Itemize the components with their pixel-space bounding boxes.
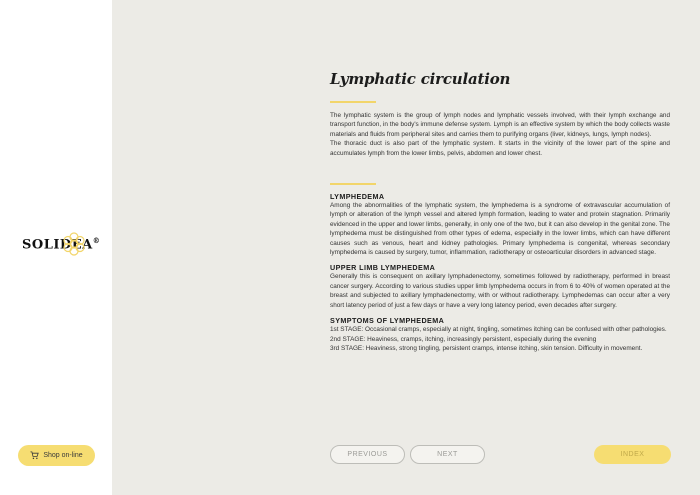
section-paragraph: Generally this is consequent on axillary lymphadenectomy, sometimes followed by radiotherapy, performed in breast cancer surgery. According to various studies upper limb lymphedema occurs in from 6 to 40% of women operated at the breast and subjected to axillary lymphadenectomy, with or without radiotherapy. Lymphedemas can occur after a very short latency period of just a few days or have a very long latency period, even decades after surgery. <box>330 273 670 309</box>
flower-logo-icon <box>60 230 88 258</box>
symptom-stage-1: 1st STAGE: Occasional cramps, especially at night, tingling, sometimes itching can be confused with other pathologies. <box>330 326 667 334</box>
logo-text: SOLIDEA <box>22 237 93 253</box>
intro-paragraph-2: The thoracic duct is also part of the lymphatic system. It starts in the vicinity of the lower part of the spine and accumulates lymph from the lower limbs, pelvis, abdomen and lower chest. <box>330 140 670 157</box>
cart-icon <box>30 451 39 460</box>
brand-logo[interactable] <box>22 236 100 252</box>
page-title: Lymphatic circulation <box>330 70 511 88</box>
section-divider <box>330 183 376 185</box>
title-underline <box>330 101 376 103</box>
intro-paragraph-1: The lymphatic system is the group of lymph nodes and lymphatic vessels involved, with their lymph exchange and transport function, in the body's immune defense system. Lymph is an effective system by which the body collects waste materials and fluids from peripheral sites and carries them to purifying organs (liver, kidneys, lungs, lymph nodes). <box>330 112 670 138</box>
next-button[interactable]: NEXT <box>410 445 485 464</box>
sidebar <box>0 0 112 495</box>
symptom-stage-3: 3rd STAGE: Heaviness, strong tingling, persistent cramps, intense itching, skin tension. Difficulty in movement. <box>330 344 643 352</box>
shop-online-label: Shop on-line <box>43 452 83 459</box>
article <box>330 70 670 353</box>
symptom-stage-2: 2nd STAGE: Heaviness, cramps, itching, increasingly persistent, especially during the evening <box>330 335 597 343</box>
section-heading-lymphedema: LYMPHEDEMA <box>330 192 385 202</box>
index-button[interactable]: INDEX <box>594 445 671 464</box>
section-heading-upper-limb: UPPER LIMB LYMPHEDEMA <box>330 263 436 273</box>
content-panel <box>112 0 700 495</box>
shop-online-button[interactable] <box>18 445 95 466</box>
logo-registered-mark: ® <box>92 236 101 245</box>
section-paragraph: Among the abnormalities of the lymphatic system, the lymphedema is a syndrome of extravascular accumulation of lymph or alteration of the lymph vessel and altered lymph formation, leading to water and protein stagnation. Primarily evidenced in the upper and lower limbs, generally, in only one of the two, but it can also develop in the genital zone. The lymphedema must be distinguished from other types of edema, especially in the lower limbs, which can have different causes such as venous, heart and kidney pathologies. Primary lymphedema is congenital, whereas secondary lymphedema is caused by surgery, tumor, inflammation, radiotherapy or osteoarticular disorders in advanced stage. <box>330 202 670 257</box>
section-heading-symptoms: SYMPTOMS OF LYMPHEDEMA <box>330 316 445 326</box>
previous-button[interactable]: PREVIOUS <box>330 445 405 464</box>
